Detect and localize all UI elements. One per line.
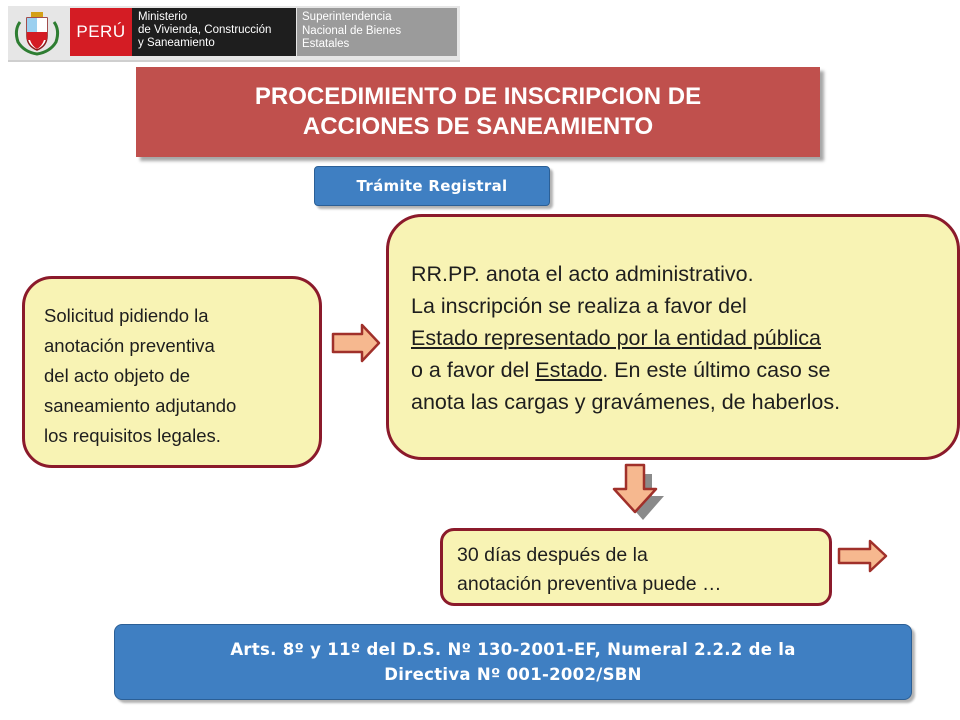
country-logo	[70, 8, 132, 56]
title-line-2: ACCIONES DE SANEAMIENTO	[302, 113, 654, 140]
country-label: PERÚ	[76, 22, 126, 41]
step-text-line: anotación preventiva puede …	[457, 573, 722, 595]
text-segment: o a favor del	[411, 358, 536, 382]
step-registry-box	[386, 214, 960, 460]
text-segment-underlined: Estado	[535, 358, 603, 382]
text-segment: . En este último caso se	[602, 358, 831, 382]
ministry-logo	[132, 8, 296, 56]
agency-line: Superintendencia	[302, 11, 392, 23]
page-title	[136, 67, 820, 157]
step-waiting-box	[440, 528, 832, 606]
ministry-line: de Vivienda, Construcción	[138, 24, 272, 36]
agency-line: Estatales	[302, 38, 350, 50]
step-text-line	[411, 354, 957, 386]
legal-reference-line: Directiva Nº 001-2002/SBN	[384, 665, 642, 684]
step-text-line-underlined: Estado representado por la entidad pública	[411, 326, 821, 350]
step-text-line: saneamiento adjutando	[44, 395, 237, 416]
ministry-line: Ministerio	[138, 11, 188, 23]
badge-label: Trámite Registral	[356, 177, 508, 195]
step-text-line: anotación preventiva	[44, 335, 215, 356]
step-text-line: los requisitos legales.	[44, 425, 221, 446]
agency-line: Nacional de Bienes	[302, 24, 402, 37]
legal-reference-box	[114, 624, 912, 700]
step-text-line: RR.PP. anota el acto administrativo.	[411, 262, 754, 286]
coat-of-arms-icon	[10, 8, 64, 56]
legal-reference-line: Arts. 8º y 11º del D.S. Nº 130-2001-EF, Numeral 2.2.2 de la	[230, 640, 796, 659]
step-text-line: Solicitud pidiendo la	[44, 305, 209, 326]
step-text-line: La inscripción se realiza a favor del	[411, 294, 747, 318]
agency-logo	[297, 8, 457, 56]
right-arrow-icon	[330, 322, 382, 364]
step-text-line: 30 días después de la	[457, 544, 648, 566]
title-line-1: PROCEDIMIENTO DE INSCRIPCION DE	[254, 83, 702, 110]
right-arrow-icon	[836, 538, 890, 574]
step-request-box	[22, 276, 322, 468]
step-text-line: anota las cargas y gravámenes, de haberlos.	[411, 390, 841, 414]
tramite-registral-badge	[314, 166, 550, 206]
step-text-line: del acto objeto de	[44, 365, 191, 386]
down-arrow-icon	[610, 462, 670, 522]
ministry-line: y Saneamiento	[138, 37, 215, 49]
